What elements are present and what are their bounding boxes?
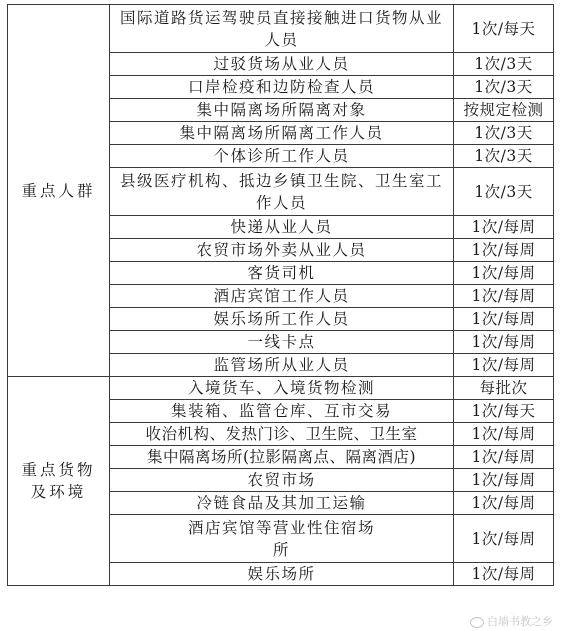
item-cell: 收治机构、发热门诊、卫生院、卫生室 [110,423,454,446]
frequency-cell: 1次/每周 [454,239,554,262]
item-cell: 集中隔离场所隔离工作人员 [110,122,454,145]
frequency-cell: 每批次 [454,377,554,400]
frequency-cell: 1次/3天 [454,76,554,99]
watermark-text: 白墙书教之乡 [487,615,553,628]
frequency-cell: 1次/每天 [454,400,554,423]
frequency-cell: 1次/每周 [454,563,554,586]
table-row [8,5,554,53]
item-cell: 入境货车、入境货物检测 [110,377,454,400]
item-cell: 酒店宾馆等营业性住宿场所 [110,515,454,563]
item-cell: 集装箱、监管仓库、互市交易 [110,400,454,423]
item-cell: 个体诊所工作人员 [110,145,454,168]
frequency-cell: 1次/3天 [454,145,554,168]
frequency-cell: 1次/每周 [454,423,554,446]
group-label-key-goods-environment: 重点货物及环境 [8,377,110,586]
frequency-cell: 1次/3天 [454,122,554,145]
item-cell: 口岸检疫和边防检查人员 [110,76,454,99]
item-cell: 一线卡点 [110,331,454,354]
frequency-cell: 1次/每周 [454,446,554,469]
item-cell: 农贸市场 [110,469,454,492]
item-cell: 农贸市场外卖从业人员 [110,239,454,262]
frequency-cell: 1次/3天 [454,168,554,216]
item-cell: 过驳货场从业人员 [110,53,454,76]
item-cell: 集中隔离场所(拉影隔离点、隔离酒店) [110,446,454,469]
item-cell: 集中隔离场所隔离对象 [110,99,454,122]
group-label-key-population: 重点人群 [8,5,110,377]
frequency-cell: 1次/每周 [454,262,554,285]
frequency-cell: 1次/每天 [454,5,554,53]
frequency-cell: 1次/每周 [454,331,554,354]
frequency-cell: 按规定检测 [454,99,554,122]
frequency-cell: 1次/每周 [454,515,554,563]
frequency-cell: 1次/每周 [454,492,554,515]
item-cell: 快递从业人员 [110,216,454,239]
item-cell: 县级医疗机构、抵边乡镇卫生院、卫生室工作人员 [110,168,454,216]
item-cell: 监管场所从业人员 [110,354,454,377]
testing-frequency-table [7,4,554,586]
frequency-cell: 1次/每周 [454,354,554,377]
wechat-icon [470,617,484,628]
frequency-cell: 1次/每周 [454,285,554,308]
watermark [470,613,553,629]
item-cell: 冷链食品及其加工运输 [110,492,454,515]
item-cell: 客货司机 [110,262,454,285]
frequency-cell: 1次/每周 [454,469,554,492]
item-cell: 国际道路货运驾驶员直接接触进口货物从业人员 [110,5,454,53]
table-row [8,377,554,400]
frequency-cell: 1次/每周 [454,308,554,331]
item-cell: 酒店宾馆工作人员 [110,285,454,308]
frequency-cell: 1次/每周 [454,216,554,239]
item-cell: 娱乐场所 [110,563,454,586]
item-cell: 娱乐场所工作人员 [110,308,454,331]
frequency-cell: 1次/3天 [454,53,554,76]
